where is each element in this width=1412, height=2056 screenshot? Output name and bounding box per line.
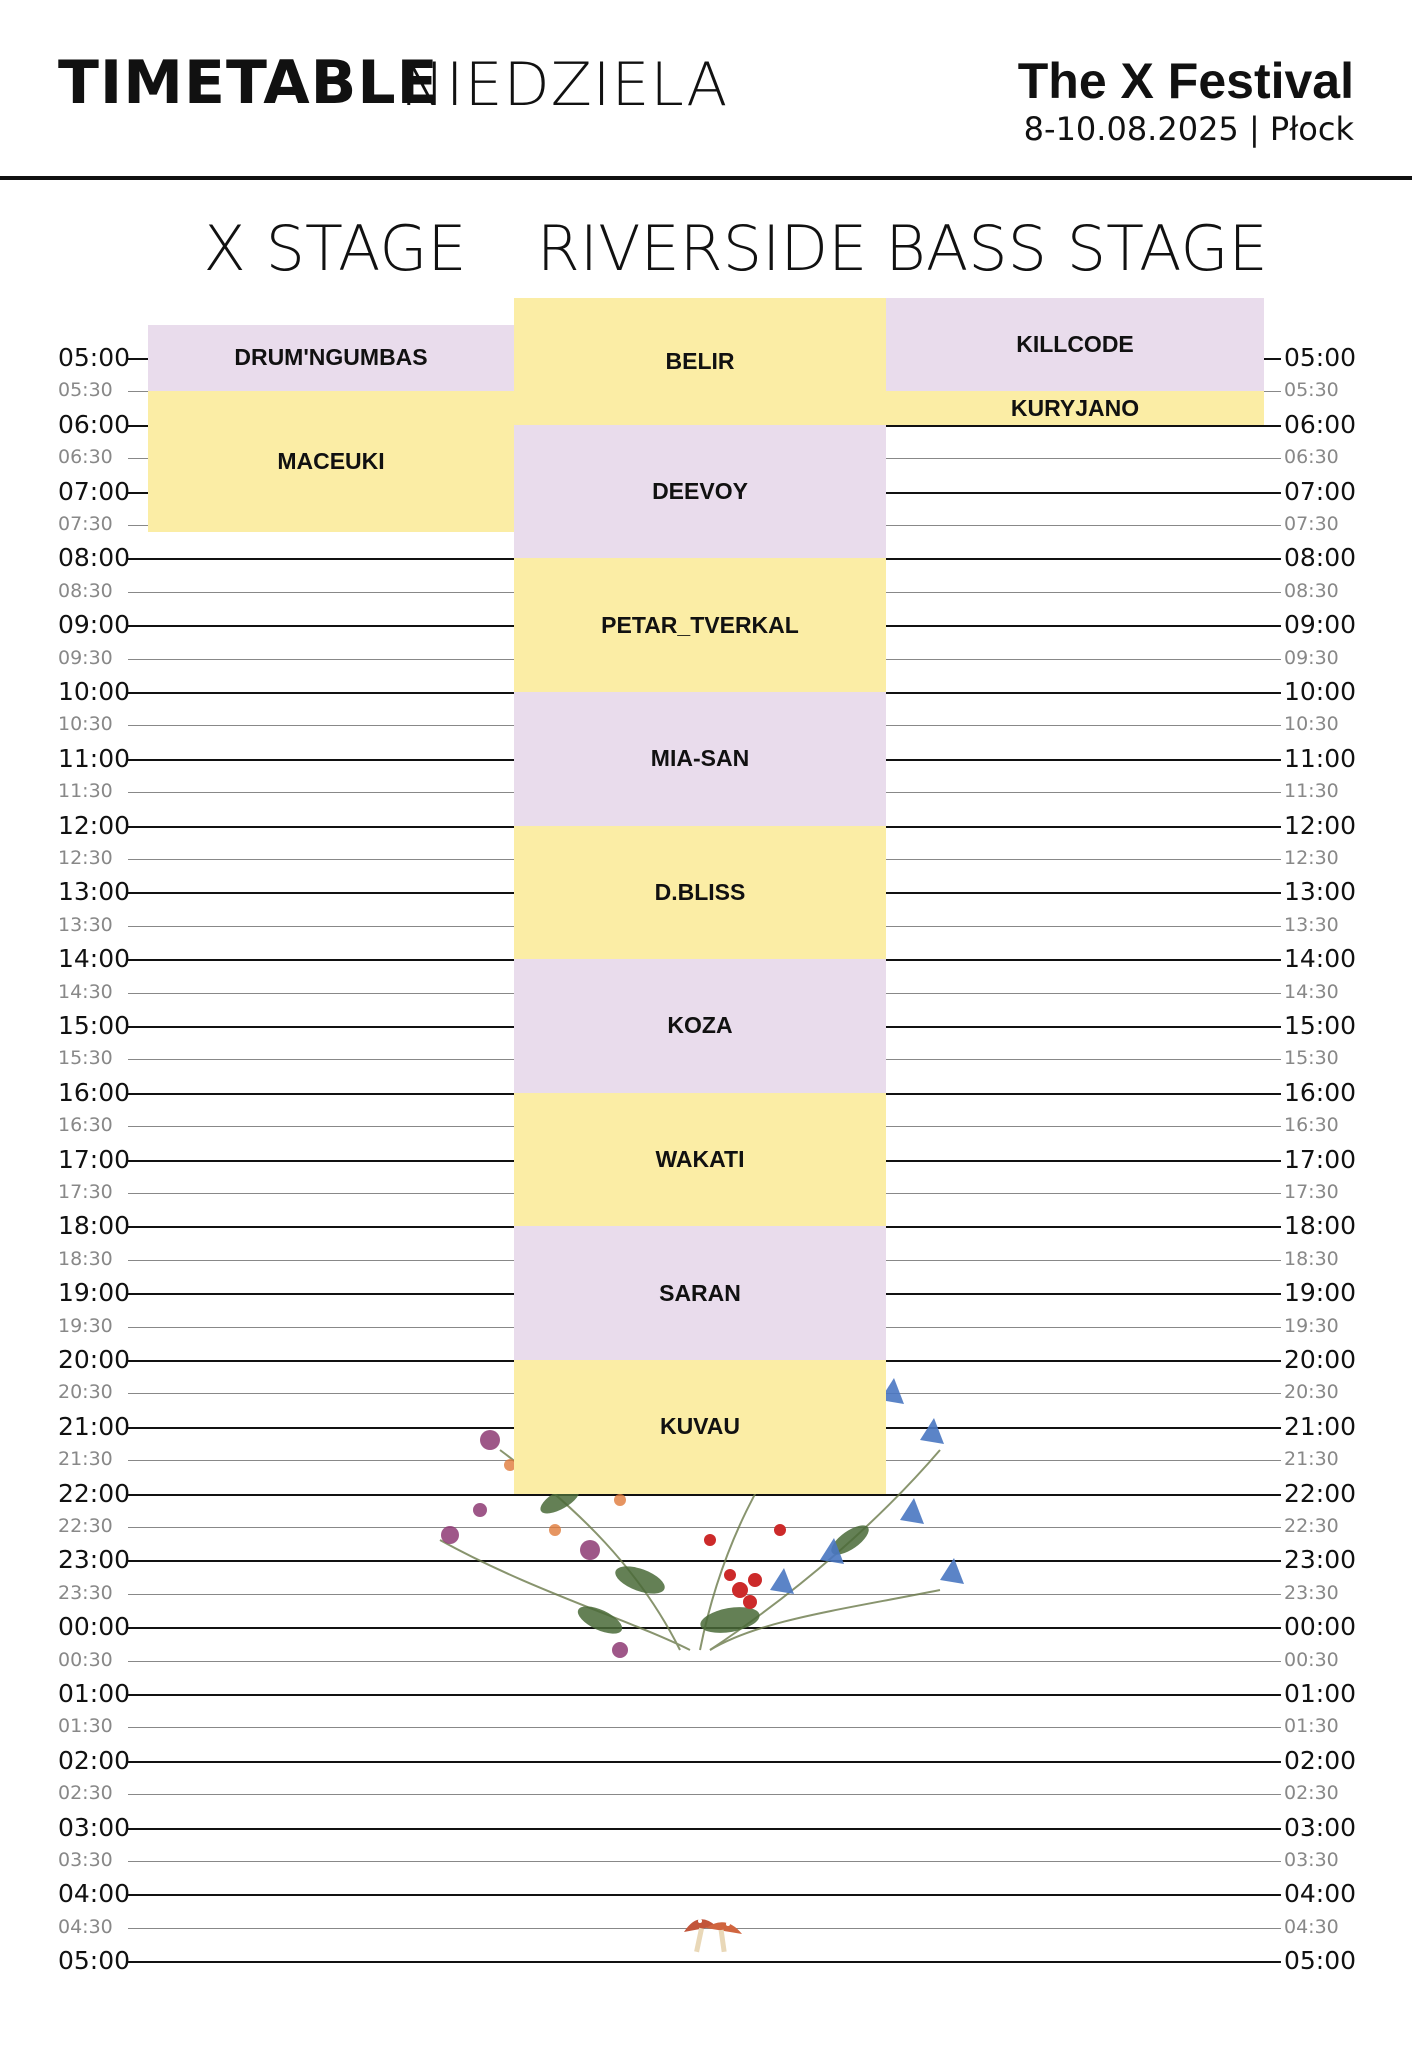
time-label-right: 04:30 [1284,1915,1339,1938]
time-label-left: 05:00 [58,1946,131,1976]
time-label-left: 00:30 [58,1648,113,1671]
time-label-right: 06:30 [1284,446,1339,469]
time-label-left: 02:00 [58,1745,131,1775]
set-block-riverside [514,558,886,692]
time-label-right: 05:00 [1284,1946,1357,1976]
time-label-left: 07:30 [58,513,113,535]
time-label-left: 08:00 [58,543,131,573]
time-label-right: 22:00 [1284,1478,1357,1508]
artist-name: DEEVOY [652,478,748,505]
time-label-right: 01:30 [1284,1715,1339,1738]
time-label-left: 23:30 [58,1581,113,1604]
time-label-left: 11:00 [58,743,131,773]
time-label-right: 22:30 [1284,1515,1339,1537]
festival-name: The X Festival [1017,53,1354,109]
time-label-left: 18:00 [58,1211,131,1241]
time-label-left: 20:00 [58,1345,131,1374]
time-gridline [128,1861,1281,1862]
time-label-left: 08:30 [58,579,113,602]
time-label-right: 11:00 [1284,743,1357,773]
time-label-right: 18:30 [1284,1247,1339,1270]
time-label-right: 08:30 [1284,579,1339,602]
artist-name: BELIR [665,347,735,374]
time-label-left: 13:00 [58,877,131,907]
set-block-riverside [514,1093,886,1227]
time-label-left: 17:30 [58,1181,113,1203]
time-label-right: 03:30 [1284,1849,1339,1871]
artist-name: D.BLISS [654,878,746,905]
artist-name: MACEUKI [277,448,385,475]
time-label-left: 09:00 [58,610,131,640]
stage-title-x-stage: X STAGE [203,212,467,285]
time-label-left: 05:30 [58,379,113,402]
time-label-left: 15:00 [58,1011,131,1040]
time-label-right: 21:00 [1284,1411,1357,1441]
time-label-left: 06:00 [58,409,131,439]
time-label-right: 09:00 [1284,610,1357,640]
time-label-left: 21:30 [58,1448,113,1471]
time-label-right: 08:00 [1284,543,1357,573]
time-label-right: 01:00 [1284,1679,1357,1708]
time-label-right: 09:30 [1284,646,1339,669]
set-block-riverside [514,959,886,1093]
time-label-left: 03:30 [58,1849,113,1871]
artist-name: PETAR_TVERKAL [601,611,799,638]
time-label-right: 07:00 [1284,476,1357,506]
time-label-right: 12:30 [1284,847,1339,869]
time-label-left: 13:30 [58,913,113,936]
time-gridline [128,1961,1281,1963]
time-label-right: 12:00 [1284,810,1357,840]
set-block-riverside [514,1226,886,1360]
time-gridline [128,1894,1281,1896]
time-label-left: 03:00 [58,1812,131,1842]
time-label-right: 05:30 [1284,379,1339,402]
stage-title-riverside: RIVERSIDE [536,212,868,285]
set-block-riverside [514,692,886,826]
time-label-right: 16:00 [1284,1077,1357,1107]
time-label-left: 00:00 [58,1612,131,1642]
set-block-bass-stage [886,391,1264,424]
time-label-left: 22:30 [58,1515,113,1537]
artist-name: WAKATI [655,1146,745,1173]
time-label-left: 04:00 [58,1879,131,1909]
set-block-riverside [514,826,886,960]
time-label-right: 14:30 [1284,980,1339,1003]
time-label-left: 02:30 [58,1782,113,1805]
time-label-right: 05:00 [1284,343,1357,372]
artist-name: KUVAU [659,1413,741,1440]
time-label-left: 19:30 [58,1314,113,1337]
festival-dates: 8-10.08.2025 | Płock [1023,110,1354,148]
day-title: NIEDZIELA [400,50,729,120]
time-label-left: 16:30 [58,1114,113,1137]
set-block-riverside [514,425,886,559]
time-label-right: 19:30 [1284,1314,1339,1337]
time-label-left: 04:30 [58,1915,113,1938]
time-label-right: 07:30 [1284,513,1339,535]
time-label-left: 14:00 [58,944,131,974]
time-label-right: 10:00 [1284,677,1357,706]
time-label-right: 15:30 [1284,1047,1339,1070]
time-label-right: 18:00 [1284,1211,1357,1241]
mushroom-illustration [676,1908,746,1958]
time-label-left: 01:30 [58,1715,113,1738]
time-label-left: 12:00 [58,810,131,840]
time-label-right: 15:00 [1284,1011,1357,1040]
time-label-left: 21:00 [58,1411,131,1441]
time-gridline [128,1794,1281,1795]
time-label-right: 11:30 [1284,780,1339,803]
set-block-riverside [514,1360,886,1494]
time-label-right: 02:30 [1284,1782,1339,1805]
time-label-left: 07:00 [58,476,131,506]
time-label-left: 16:00 [58,1077,131,1107]
time-label-left: 09:30 [58,646,113,669]
time-label-right: 21:30 [1284,1448,1339,1471]
time-gridline [128,1828,1281,1830]
time-label-left: 18:30 [58,1247,113,1270]
time-label-left: 19:00 [58,1278,131,1308]
time-label-right: 10:30 [1284,713,1339,736]
time-label-right: 17:00 [1284,1144,1357,1174]
time-label-right: 04:00 [1284,1879,1357,1909]
time-label-right: 16:30 [1284,1114,1339,1137]
stage-title-bass-stage: BASS STAGE [885,212,1268,285]
time-label-left: 15:30 [58,1047,113,1070]
time-label-left: 14:30 [58,980,113,1003]
time-label-right: 19:00 [1284,1278,1357,1308]
time-label-right: 20:00 [1284,1345,1357,1374]
time-label-left: 20:30 [58,1381,113,1404]
time-label-right: 14:00 [1284,944,1357,974]
time-gridline [128,1761,1281,1763]
page-title: TIMETABLE [58,48,439,118]
artist-name: DRUM'NGUMBAS [234,344,428,371]
time-label-left: 12:30 [58,847,113,869]
artist-name: SARAN [659,1279,741,1306]
time-label-right: 06:00 [1284,409,1357,439]
time-label-right: 17:30 [1284,1181,1339,1203]
set-block-riverside [514,298,886,425]
time-label-left: 23:00 [58,1545,131,1575]
time-label-left: 17:00 [58,1144,131,1174]
set-block-bass-stage [886,298,1264,392]
time-label-left: 05:00 [58,343,131,372]
time-label-right: 23:30 [1284,1581,1339,1604]
set-block-x-stage [148,325,514,392]
time-label-right: 23:00 [1284,1545,1357,1575]
artist-name: KOZA [667,1012,733,1039]
time-label-right: 02:00 [1284,1745,1357,1775]
time-label-right: 00:00 [1284,1612,1357,1642]
time-label-left: 10:00 [58,677,131,706]
time-label-right: 13:30 [1284,913,1339,936]
artist-name: MIA-SAN [650,745,750,772]
time-label-right: 13:00 [1284,877,1357,907]
artist-name: KILLCODE [1016,331,1134,358]
time-label-left: 11:30 [58,780,113,803]
time-label-left: 10:30 [58,713,113,736]
time-label-left: 22:00 [58,1478,131,1508]
time-label-right: 03:00 [1284,1812,1357,1842]
time-label-right: 00:30 [1284,1648,1339,1671]
set-block-x-stage [148,391,514,531]
time-label-left: 01:00 [58,1679,131,1708]
time-label-left: 06:30 [58,446,113,469]
time-label-right: 20:30 [1284,1381,1339,1404]
artist-name: KURYJANO [1010,394,1140,421]
